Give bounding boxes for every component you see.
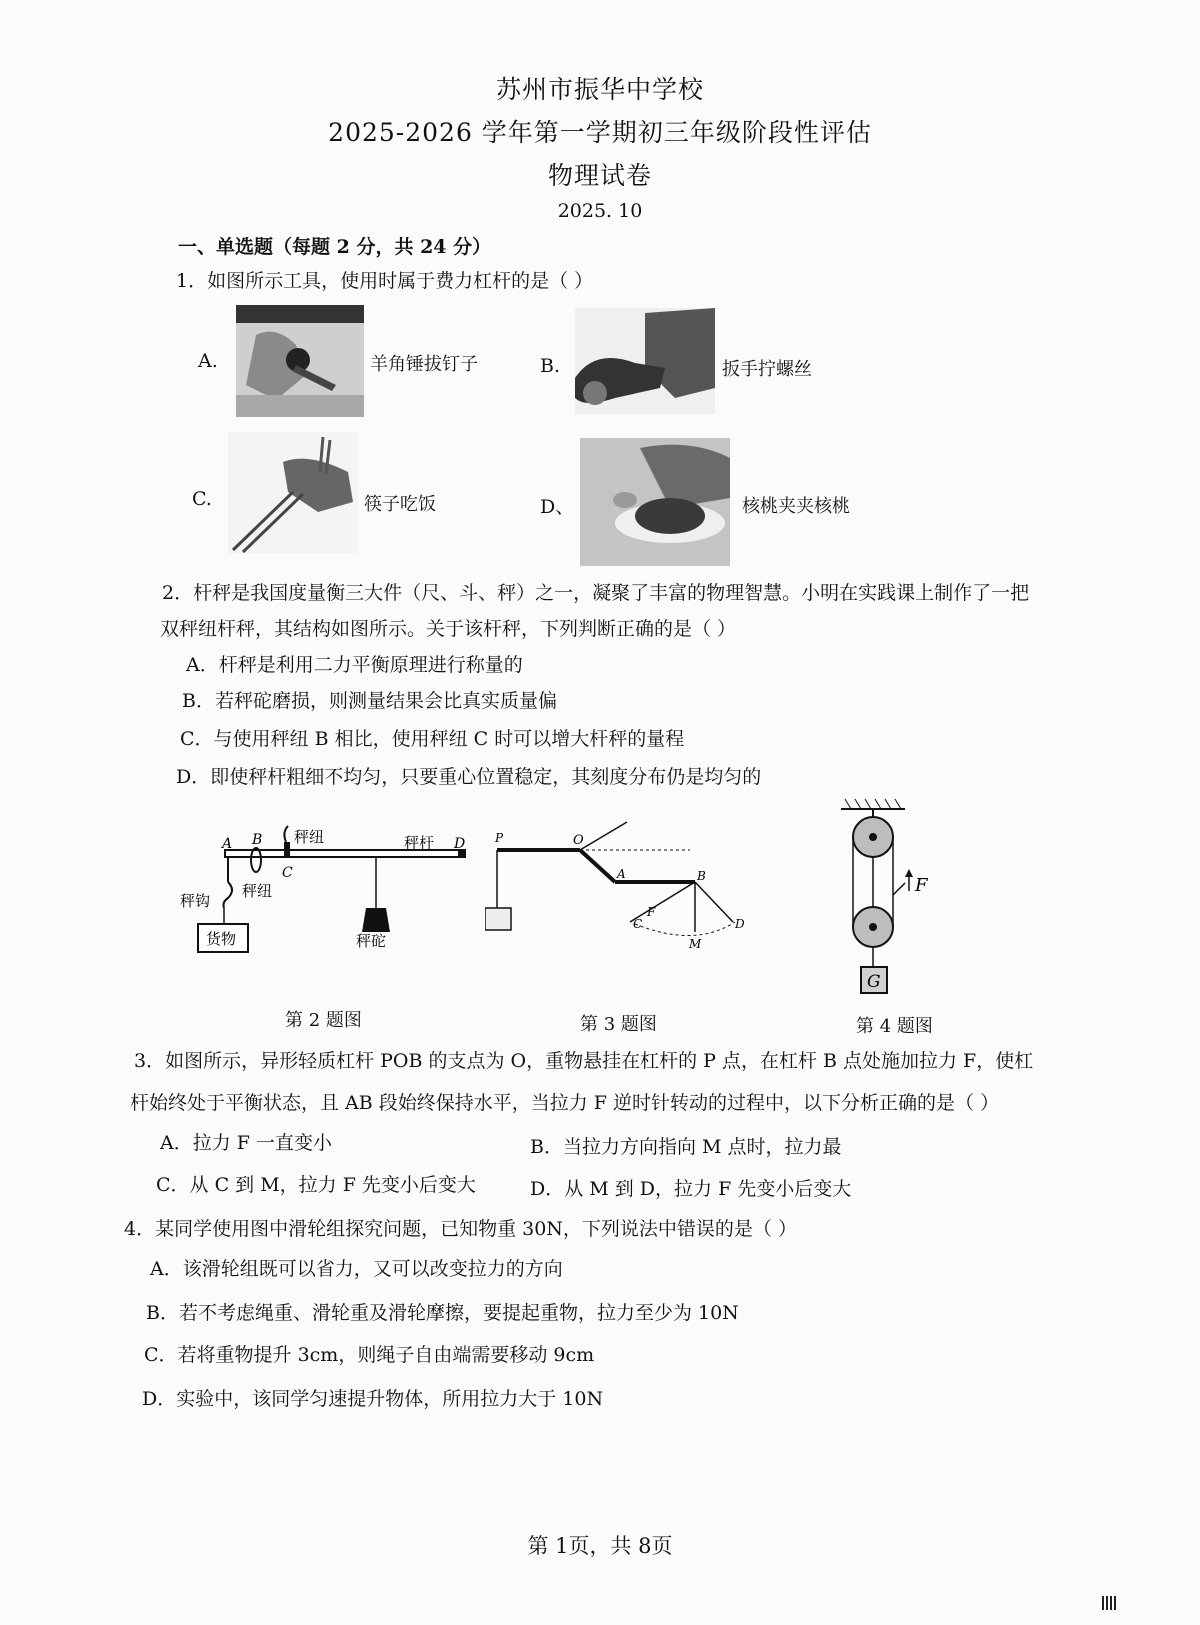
q1-option-b-caption: 扳手拧螺丝 [722, 359, 812, 380]
q4-option-d: D．实验中，该同学匀速提升物体，所用拉力大于 10N [142, 1388, 604, 1410]
q2-stem-line1: 2．杆秤是我国度量衡三大件（尺、斗、秤）之一，凝聚了丰富的物理智慧。小明在实践课上制作了一把 [162, 582, 1030, 604]
chopsticks-image [228, 432, 358, 554]
fig2-label-c: C [282, 865, 293, 881]
q1-option-c-label: C. [192, 488, 212, 510]
fig2-label-weight: 秤砣 [356, 932, 387, 950]
q4-option-a: A．该滑轮组既可以省力，又可以改变拉力的方向 [150, 1258, 563, 1280]
chopsticks-photo [228, 432, 358, 554]
hanging-weight [485, 908, 511, 930]
qr-code-icon [1102, 1596, 1116, 1610]
figure-3-lever [485, 820, 755, 960]
q2-option-d: D．即使秤杆粗细不均匀，只要重心位置稳定，其刻度分布仍是均匀的 [176, 766, 762, 788]
hammer-image [236, 305, 364, 417]
wrench-image [575, 308, 715, 414]
q2-option-a: A．杆秤是利用二力平衡原理进行称量的 [186, 654, 523, 676]
q1-stem: 1．如图所示工具，使用时属于费力杠杆的是（ ） [176, 270, 594, 292]
figure-3-caption: 第 3 题图 [580, 1014, 657, 1035]
lever-segment-oa [580, 850, 615, 882]
fig3-label-c: C [633, 917, 643, 931]
q1-option-c-caption: 筷子吃饭 [364, 494, 436, 515]
counterweight [362, 908, 390, 932]
q2-option-b: B．若秤砣磨损，则测量结果会比真实质量偏 [182, 690, 557, 712]
q3-option-a: A．拉力 F 一直变小 [160, 1132, 332, 1154]
fig2-label-b: B [252, 832, 263, 848]
fig3-label-d: D [735, 917, 745, 931]
nutcracker-photo [580, 438, 730, 566]
q1-option-a-caption: 羊角锤拔钉子 [370, 354, 478, 375]
fig3-label-f: F [647, 905, 656, 919]
q1-option-b-label: B. [540, 355, 561, 377]
q3-stem-line1: 3．如图所示，异形轻质杠杆 POB 的支点为 O，重物悬挂在杠杆的 P 点，在杠杆 B 点处施加拉力 F，使杠 [134, 1050, 1034, 1072]
figure-4-pulley [835, 795, 945, 1005]
q4-option-b: B．若不考虑绳重、滑轮重及滑轮摩擦，要提起重物，拉力至少为 10N [146, 1302, 739, 1324]
fig4-label-g: G [867, 972, 881, 992]
fig2-label-a: A [222, 836, 233, 852]
free-end-rope [893, 883, 905, 895]
q1-option-d-caption: 核桃夹夹核桃 [742, 496, 850, 517]
q1-option-d-label: D、 [540, 496, 575, 518]
rotation-arc [635, 922, 735, 936]
fig3-label-a: A [617, 867, 626, 881]
q3-option-b: B．当拉力方向指向 M 点时，拉力最 [530, 1136, 842, 1158]
fig2-label-knob-top: 秤纽 [294, 828, 325, 846]
q4-stem: 4．某同学使用图中滑轮组探究问题，已知物重 30N，下列说法中错误的是（ ） [124, 1218, 797, 1240]
knob-c-block [284, 842, 290, 858]
term-title: 2025-2026 学年第一学期初三年级阶段性评估 [328, 118, 872, 147]
q3-option-c: C．从 C 到 M，拉力 F 先变小后变大 [156, 1174, 476, 1196]
figure-2-steelyard [170, 820, 480, 960]
fig3-label-m: M [689, 937, 702, 951]
subject-title: 物理试卷 [547, 161, 652, 190]
wrench-photo [575, 308, 715, 414]
hook [224, 882, 233, 908]
fig2-label-beam: 秤杆 [404, 834, 435, 852]
figure-4-caption: 第 4 题图 [856, 1016, 933, 1037]
fig2-label-goods: 货物 [206, 930, 237, 948]
fig4-label-f: F [915, 875, 928, 896]
fig2-label-hook: 秤钩 [180, 892, 211, 910]
school-title: 苏州市振华中学校 [495, 75, 704, 104]
q2-option-c: C．与使用秤纽 B 相比，使用秤纽 C 时可以增大杆秤的量程 [180, 728, 685, 750]
hammer-photo [236, 305, 364, 417]
q4-option-c: C．若将重物提升 3cm，则绳子自由端需要移动 9cm [144, 1344, 595, 1366]
figure-2-caption: 第 2 题图 [285, 1010, 362, 1031]
section-title: 一、单选题（每题 2 分，共 24 分） [178, 236, 492, 258]
fig3-label-b: B [697, 869, 706, 883]
q3-option-d: D．从 M 到 D，拉力 F 先变小后变大 [530, 1178, 852, 1200]
nutcracker-image [580, 438, 730, 566]
page-number: 第 1页，共 8页 [527, 1534, 673, 1558]
q3-stem-line2: 杆始终处于平衡状态，且 AB 段始终保持水平，当拉力 F 逆时针转动的过程中，以下分析正确的是（ ） [130, 1092, 1000, 1114]
q2-stem-line2: 双秤纽杆秤，其结构如图所示。关于该杆秤，下列判断正确的是（ ） [160, 618, 737, 640]
fig3-label-o: O [573, 833, 584, 848]
q1-option-a-label: A. [198, 350, 218, 372]
knob-c-loop [284, 826, 288, 842]
fig3-label-p: P [495, 831, 504, 845]
fig2-label-d: D [454, 836, 466, 852]
exam-date: 2025. 10 [557, 200, 643, 222]
fig2-label-knob-bottom: 秤纽 [242, 882, 273, 900]
